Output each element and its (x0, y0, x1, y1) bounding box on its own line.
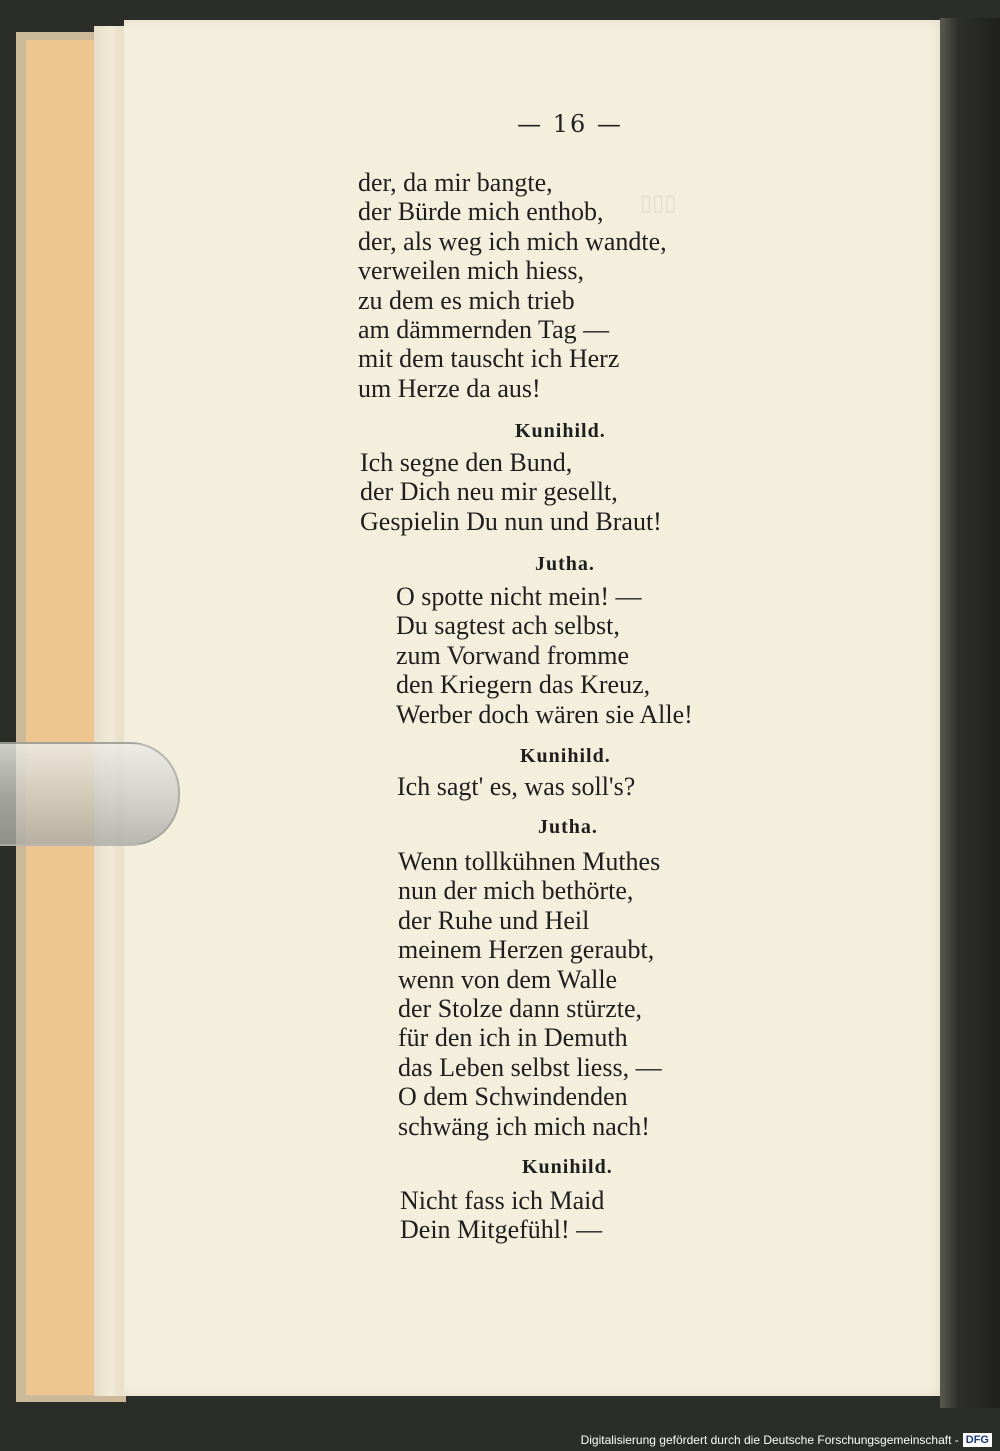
verse-line: Werber doch wären sie Alle! (396, 699, 693, 729)
gutter-shadow (940, 18, 1000, 1408)
digitization-credit (581, 1433, 992, 1447)
verse-line: der Stolze dann stürzte, (398, 994, 643, 1024)
speaker-name: Kunihild. (522, 1156, 613, 1178)
verse-line: der, da mir bangte, (358, 168, 553, 197)
verse-line: Du sagtest ach selbst, (396, 611, 620, 641)
verse-line: Wenn tollkühnen Muthes (398, 847, 661, 876)
scanner-clip (0, 742, 180, 846)
verse-line: der Dich neu mir gesellt, (360, 477, 618, 507)
verse-line: nun der mich bethörte, (398, 876, 634, 906)
verse-line: um Herze da aus! (358, 373, 541, 403)
verse-line: zu dem es mich trieb (358, 285, 575, 315)
verse-block (360, 448, 662, 536)
verse-line: mit dem tauscht ich Herz (358, 344, 620, 374)
verse-line: wenn von dem Walle (398, 964, 618, 994)
verse-line: den Kriegern das Kreuz, (396, 670, 651, 700)
verse-line: Dein Mitgefühl! — (400, 1215, 603, 1245)
verse-block (397, 772, 635, 801)
verse-line: meinem Herzen geraubt, (398, 935, 655, 965)
verse-line: O spotte nicht mein! — (396, 582, 642, 611)
verse-line: das Leben selbst liess, — (398, 1052, 662, 1082)
page-number: — 16 — (517, 110, 623, 138)
verse-line: der Ruhe und Heil (398, 905, 590, 935)
dfg-logo: DFG (963, 1433, 992, 1447)
speaker-name: Jutha. (535, 553, 595, 575)
verse-line: O dem Schwindenden (398, 1082, 628, 1112)
verse-line: verweilen mich hiess, (358, 256, 584, 286)
verse-line: der Bürde mich enthob, (358, 197, 604, 227)
credit-text: Digitalisierung gefördert durch die Deutsche Forschungsgemeinschaft - (580, 1433, 959, 1447)
verse-block (396, 582, 693, 729)
verse-line: für den ich in Demuth (398, 1023, 628, 1053)
speaker-name: Kunihild. (520, 745, 611, 767)
speaker-name: Jutha. (538, 816, 598, 838)
verse-block (400, 1186, 604, 1245)
verse-line: Nicht fass ich Maid (400, 1186, 605, 1215)
verse-line: am dämmernden Tag — (358, 315, 610, 345)
verse-line: Ich sagt' es, was soll's? (397, 772, 636, 801)
verse-line: schwäng ich mich nach! (398, 1111, 650, 1141)
verse-line: zum Vorwand fromme (396, 640, 629, 670)
verse-block-opening (358, 168, 667, 403)
verse-line: Ich segne den Bund, (360, 448, 573, 477)
speaker-name: Kunihild. (515, 420, 606, 442)
verse-line: Gespielin Du nun und Braut! (360, 506, 662, 536)
verse-block (398, 847, 662, 1141)
verse-line: der, als weg ich mich wandte, (358, 226, 667, 256)
show-through-mark: ▯▯▯ (640, 190, 677, 215)
